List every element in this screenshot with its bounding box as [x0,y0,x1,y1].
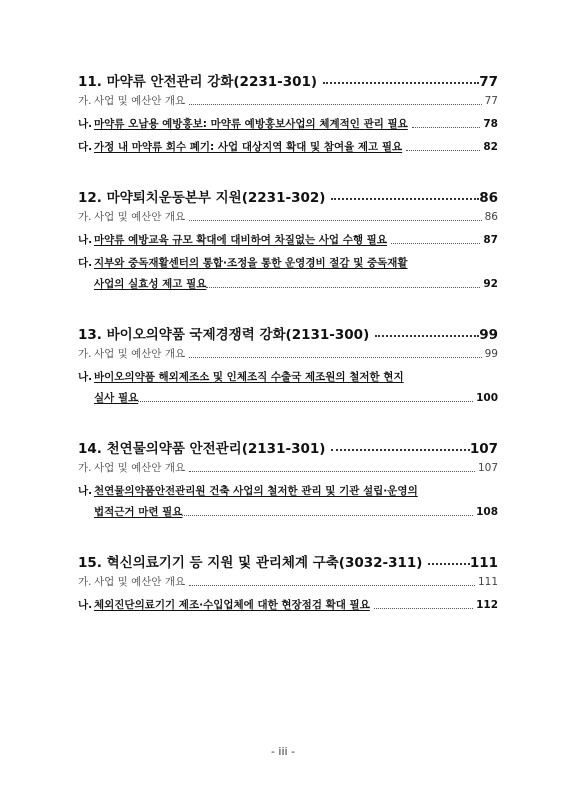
toc-entry[interactable] [78,598,498,612]
table-of-contents [78,62,498,636]
toc-section [78,62,498,154]
entry-title: 지부와 중독재활센터의 통합·조정을 통한 운영경비 절감 및 중독재활 [94,257,408,269]
dot-leader [428,563,469,565]
dot-leader [331,198,479,200]
dot-leader [182,515,473,516]
dot-leader [406,150,480,151]
section-page-number: 77 [479,74,498,90]
toc-section [78,429,498,519]
section-heading[interactable] [78,178,498,206]
entry-label: 가. [78,348,92,360]
entry-label: 나. [78,371,93,383]
toc-entry[interactable] [78,370,498,405]
entry-page-number: 77 [484,95,498,107]
entry-label: 다. [78,141,93,153]
entry-title-continued: 사업의 실효성 제고 필요 [94,278,207,290]
entry-title: 사업 및 예산안 개요 [94,95,186,107]
section-title: 11. 마약류 안전관리 강화(2231-301) [78,74,318,90]
dot-leader [374,608,473,609]
entry-title: 사업 및 예산안 개요 [94,348,186,360]
dot-leader [189,585,475,586]
entry-label: 나. [78,485,93,497]
section-page-number: 111 [469,555,498,571]
entry-page-number: 78 [483,118,498,130]
toc-section [78,178,498,291]
section-page-number: 99 [479,327,498,343]
entry-title: 마약류 예방교육 규모 확대에 대비하여 차질없는 사업 수행 필요 [94,234,387,246]
section-title: 12. 마약퇴치운동본부 지원(2231-302) [78,190,326,206]
section-page-number: 107 [469,441,498,457]
section-title: 14. 천연물의약품 안전관리(2131-301) [78,441,326,457]
dot-leader [189,220,481,221]
entry-title: 마약류 오남용 예방홍보: 마약류 예방홍보사업의 체계적인 관리 필요 [94,118,408,130]
entry-title: 가정 내 마약류 회수 폐기: 사업 대상지역 확대 및 참여율 제고 필요 [94,141,403,153]
page-number-footer: - iii - [270,745,296,758]
entry-page-number: 112 [476,599,498,611]
section-heading[interactable] [78,315,498,343]
entry-page-number: 107 [477,462,498,474]
entry-title: 천연물의약품안전관리원 건축 사업의 철저한 관리 및 기관 설립·운영의 [94,485,418,497]
toc-entry[interactable] [78,210,498,224]
toc-entry[interactable] [78,117,498,131]
toc-entry[interactable] [78,575,498,589]
dot-leader [189,471,475,472]
dot-leader [375,335,479,337]
entry-label: 다. [78,257,93,269]
entry-label: 가. [78,211,92,223]
entry-label: 나. [78,118,93,130]
toc-section [78,315,498,405]
entry-label: 가. [78,462,92,474]
entry-page-number: 86 [484,211,498,223]
dot-leader [323,82,479,84]
dot-leader [331,449,469,451]
dot-leader [391,243,480,244]
entry-label: 가. [78,576,92,588]
toc-section [78,543,498,612]
entry-title: 사업 및 예산안 개요 [94,462,186,474]
entry-label: 나. [78,234,93,246]
entry-title: 사업 및 예산안 개요 [94,211,186,223]
entry-page-number: 87 [483,234,498,246]
toc-entry[interactable] [78,461,498,475]
entry-title: 체외진단의료기기 제조·수입업체에 대한 현장점검 확대 필요 [94,599,370,611]
entry-page-number: 92 [483,278,498,290]
toc-entry[interactable] [78,94,498,108]
dot-leader [189,357,481,358]
entry-page-number: 111 [477,576,498,588]
entry-page-number: 100 [476,392,498,404]
entry-title: 사업 및 예산안 개요 [94,576,186,588]
toc-entry[interactable] [78,233,498,247]
entry-label: 나. [78,599,93,611]
entry-page-number: 108 [476,506,498,518]
toc-entry[interactable] [78,140,498,154]
entry-title-continued: 법적근거 마련 필요 [94,506,183,518]
toc-entry[interactable] [78,484,498,519]
section-title: 15. 혁신의료기기 등 지원 및 관리체계 구축(3032-311) [78,555,423,571]
section-heading[interactable] [78,429,498,457]
toc-entry[interactable] [78,256,498,291]
entry-page-number: 82 [483,141,498,153]
dot-leader [138,401,473,402]
entry-page-number: 99 [484,348,498,360]
entry-label: 가. [78,95,92,107]
dot-leader [206,287,480,288]
entry-title: 바이오의약품 해외제조소 및 인체조직 수출국 제조원의 철저한 현지 [94,371,404,383]
section-title: 13. 바이오의약품 국제경쟁력 강화(2131-300) [78,327,370,343]
section-heading[interactable] [78,62,498,90]
section-page-number: 86 [479,190,498,206]
entry-title-continued: 실사 필요 [94,392,139,404]
dot-leader [189,104,481,105]
dot-leader [412,127,481,128]
section-heading[interactable] [78,543,498,571]
toc-entry[interactable] [78,347,498,361]
